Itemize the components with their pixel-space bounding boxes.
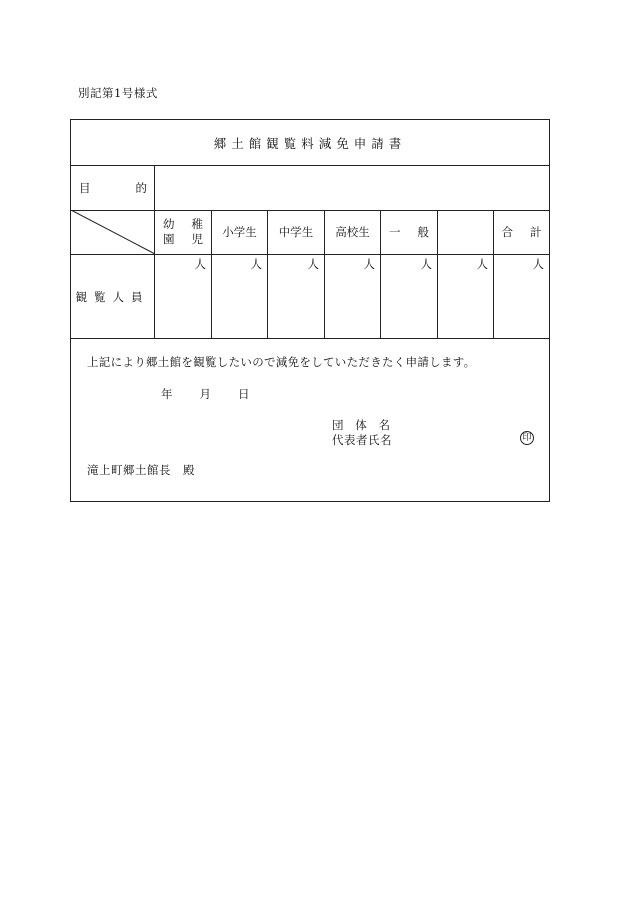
addressee: 滝上町郷土館長 殿 — [87, 463, 195, 477]
column-header-total: 合 計 — [494, 210, 549, 255]
representative-name-label: 代表者氏名 — [332, 433, 392, 447]
date-month: 月 — [199, 387, 211, 401]
purpose-label — [71, 165, 155, 210]
row-label-visitors: 観覧人員 — [71, 255, 155, 338]
form-title: 郷土館観覧料減免申請書 — [213, 135, 407, 151]
purpose-label-right: 的 — [135, 180, 147, 195]
unit-label: 人 — [420, 257, 432, 271]
unit-label: 人 — [476, 257, 488, 271]
unit-label: 人 — [250, 257, 262, 271]
count-cell-elementary[interactable] — [212, 255, 268, 338]
column-header-elementary: 小学生 — [212, 210, 268, 255]
visitor-count-table — [71, 210, 549, 339]
application-statement: 上記により郷土館を観覧したいので減免をしていただきたく申請します。 — [87, 355, 476, 369]
column-header-blank — [438, 210, 494, 255]
seal-icon: 印 — [520, 431, 534, 445]
count-cell-total[interactable] — [494, 255, 549, 338]
column-header-kindergarten: 幼 稚 園 児 — [155, 210, 212, 255]
count-cell-kindergarten[interactable] — [155, 255, 212, 338]
diagonal-corner-cell — [71, 210, 155, 255]
count-cell-junior-high[interactable] — [268, 255, 325, 338]
form-number: 別記第1号様式 — [78, 86, 158, 100]
diagonal-line — [71, 210, 155, 255]
date-day: 日 — [238, 387, 250, 401]
count-cell-blank[interactable] — [438, 255, 494, 338]
unit-label: 人 — [363, 257, 375, 271]
purpose-field[interactable] — [155, 165, 549, 210]
column-header-general: 一 般 — [381, 210, 438, 255]
count-cell-general[interactable] — [381, 255, 438, 338]
count-cell-high-school[interactable] — [325, 255, 381, 338]
title-row — [71, 120, 549, 166]
unit-label: 人 — [307, 257, 319, 271]
application-form — [70, 119, 550, 502]
organization-name-label: 団 体 名 — [332, 418, 390, 432]
date-year: 年 — [161, 387, 173, 401]
purpose-row — [71, 165, 549, 211]
column-header-high-school: 高校生 — [325, 210, 381, 255]
date-line — [161, 386, 250, 402]
column-header-junior-high: 中学生 — [268, 210, 325, 255]
unit-label: 人 — [532, 257, 544, 271]
purpose-label-left: 目 — [79, 180, 91, 195]
unit-label: 人 — [194, 257, 206, 271]
